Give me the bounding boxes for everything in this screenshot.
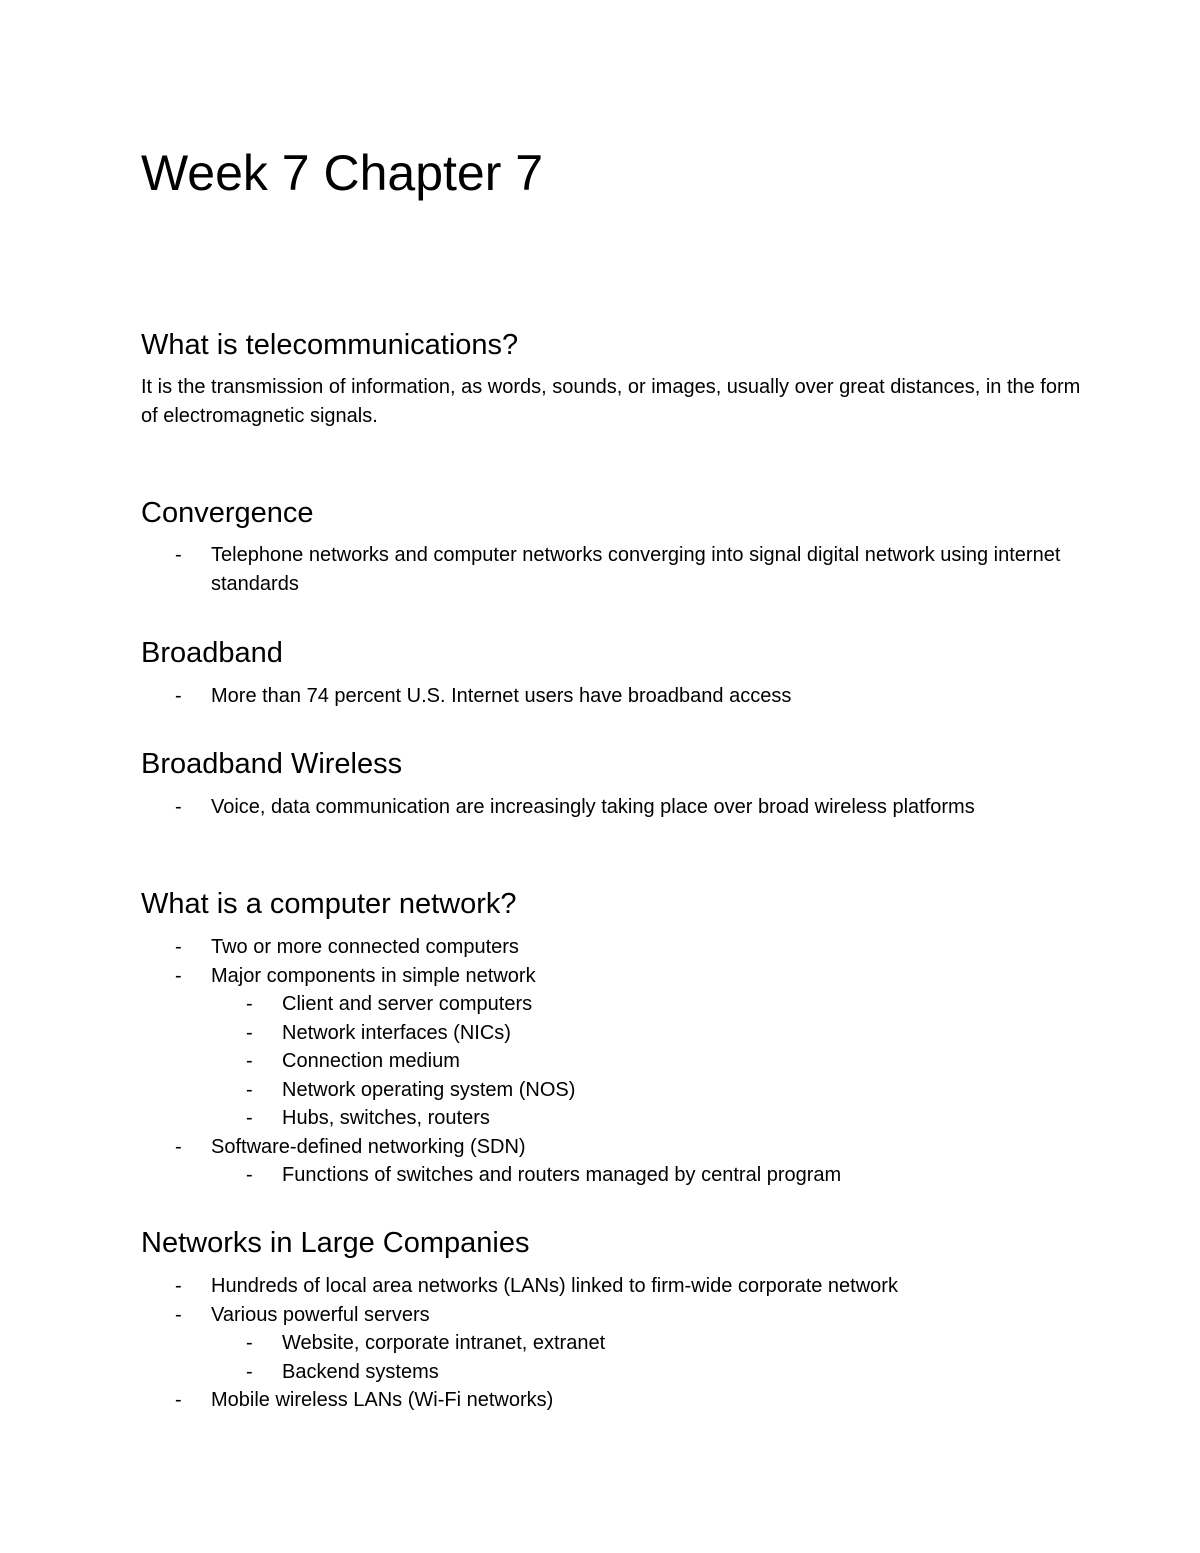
bullet-dash: - [175, 936, 182, 958]
list-item [0, 541, 1200, 598]
list-item [0, 1019, 1200, 1048]
bullet-dash: - [175, 1389, 182, 1411]
list-item [0, 1076, 1200, 1105]
list-item-text: Hubs, switches, routers [282, 1107, 490, 1129]
list-item-text: Backend systems [282, 1360, 439, 1383]
bullet-dash: - [175, 685, 182, 707]
bullet-dash: - [246, 1332, 253, 1354]
heading-large-companies: Networks in Large Companies [141, 1227, 530, 1259]
bullet-dash: - [246, 1078, 253, 1101]
bullet-dash: - [175, 1275, 182, 1297]
list-item [0, 1272, 1200, 1301]
bullet-dash: - [175, 1303, 182, 1326]
list-item-text: Voice, data communication are increasingly taking place over broad wireless platforms [211, 796, 975, 818]
list-item-text: Connection medium [282, 1050, 460, 1072]
heading-computer-network: What is a computer network? [141, 888, 517, 920]
list-item [0, 1301, 1200, 1330]
bullet-dash: - [246, 1050, 253, 1072]
list-item [0, 793, 1200, 822]
list-item [0, 1386, 1200, 1415]
list-computer-network [0, 933, 1200, 1190]
list-convergence [0, 541, 1200, 598]
list-item-text: Network interfaces (NICs) [282, 1021, 511, 1044]
list-broadband-wireless [0, 793, 1200, 822]
list-item [0, 1358, 1200, 1387]
bullet-dash: - [175, 544, 182, 566]
list-broadband [0, 682, 1200, 711]
paragraph-telecommunications: It is the transmission of information, as words, sounds, or images, usually over great distances, in the form of electromagnetic signals. [141, 376, 1081, 427]
list-item-text: More than 74 percent U.S. Internet users have broadband access [211, 685, 792, 707]
list-item [0, 1047, 1200, 1076]
list-item [0, 1133, 1200, 1162]
heading-broadband-wireless: Broadband Wireless [141, 748, 403, 780]
list-item-text: Telephone networks and computer networks converging into signal digital network using internet standards [211, 544, 1061, 595]
list-item-text: Client and server computers [282, 993, 533, 1015]
bullet-dash: - [246, 1021, 253, 1044]
list-item-text: Two or more connected computers [211, 936, 519, 958]
list-item [0, 1104, 1200, 1133]
list-item [0, 682, 1200, 711]
bullet-dash: - [175, 964, 182, 987]
list-item-text: Various powerful servers [211, 1303, 430, 1326]
list-item [0, 1161, 1200, 1190]
list-item-text: Functions of switches and routers managed by central program [282, 1164, 842, 1186]
heading-convergence: Convergence [141, 497, 314, 529]
list-item-text: Major components in simple network [211, 964, 536, 987]
list-item [0, 990, 1200, 1019]
list-item-text: Hundreds of local area networks (LANs) linked to firm-wide corporate network [211, 1275, 898, 1297]
bullet-dash: - [175, 796, 182, 818]
list-item [0, 1329, 1200, 1358]
bullet-dash: - [246, 1107, 253, 1129]
list-item-text: Mobile wireless LANs (Wi-Fi networks) [211, 1389, 554, 1411]
bullet-dash: - [246, 993, 253, 1015]
bullet-dash: - [246, 1164, 253, 1186]
list-item-text: Network operating system (NOS) [282, 1078, 576, 1101]
list-item-text: Software-defined networking (SDN) [211, 1135, 526, 1158]
list-item [0, 962, 1200, 991]
bullet-dash: - [175, 1135, 182, 1158]
document-title: Week 7 Chapter 7 [141, 145, 544, 201]
heading-telecommunications: What is telecommunications? [141, 329, 519, 361]
list-item-text: Website, corporate intranet, extranet [282, 1332, 606, 1354]
heading-broadband: Broadband [141, 637, 283, 669]
list-item [0, 933, 1200, 962]
list-large-companies [0, 1272, 1200, 1415]
bullet-dash: - [246, 1360, 253, 1383]
